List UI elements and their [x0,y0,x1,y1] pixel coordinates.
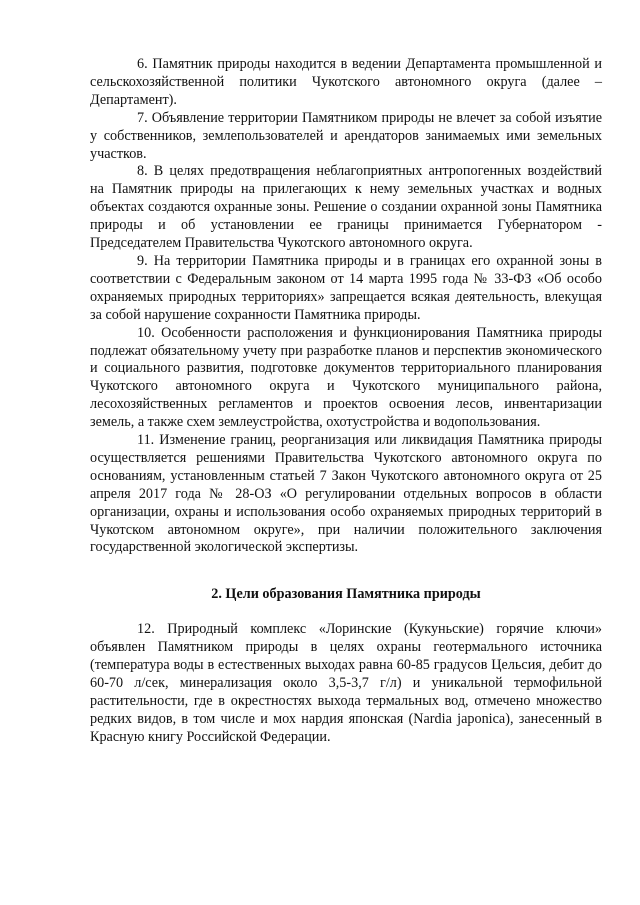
paragraph-number: 7. [137,109,148,126]
paragraph-6 [90,56,602,110]
paragraph-number: 8. [137,163,148,180]
paragraph-8 [90,163,602,253]
paragraph-text: Памятник природы находится в ведении Департамента промышленной и сельскохозяйственной политики Чукотского автономного округа (далее – Департамент). [90,56,602,108]
paragraph-12 [90,621,602,746]
paragraph-7 [90,110,602,164]
section-heading: 2. Цели образования Памятника природы [211,586,481,603]
paragraph-number: 9. [137,252,148,269]
paragraph-9 [90,253,602,325]
document-page [90,56,602,747]
paragraph-text: Природный комплекс «Лоринские (Кукуньские) горячие ключи» объявлен Памятником природы в целях охраны геотермального источника (температура воды в естественных выходах равна 60-85 градусов Цельсия, дебит до 60-70 л/сек, минерализация около 3,5-3,7 г/л) и уникальной термофильной растительности, где в окрестностях выхода термальных вод, отмечено множество редких видов, в том числе и мох нардия японская (Nardia japonica), занесенный в Красную книгу Российской Федерации. [90,621,602,745]
paragraph-text: На территории Памятника природы и в границах его охранной зоны в соответствии с Федеральным законом от 14 марта 1995 года № 33-ФЗ «Об особо охраняемых природных территориях» запрещается всякая деятельность, влекущая за собой нарушение сохранности Памятника природы. [90,252,603,323]
paragraph-text: В целях предотвращения неблагоприятных антропогенных воздействий на Памятник природы на прилегающих к нему земельных участках и водных объектах создаются охранные зоны. Решение о создании охранной зоны Памятника природы и об установлении ее границы принимается Губернатором - Председателем Правительства Чукотского автономного округа. [90,163,602,252]
paragraph-text: Особенности расположения и функционирования Памятника природы подлежат обязательному учету при разработке планов и перспектив экономического и социального развития, подготовке документов территориального планирования Чукотского автономного округа и Чукотского муниципального района, лесохозяйственных регламентов и проектов освоения лесов, инвентаризации земель, а также схем землеустройства, охотустройства и водопользования. [90,324,603,431]
paragraph-number: 6. [137,56,148,72]
paragraph-number: 10. [137,324,155,341]
paragraph-10 [90,325,602,432]
paragraph-number: 11. [137,432,155,449]
paragraph-11 [90,432,602,557]
paragraph-text: Объявление территории Памятником природы не влечет за собой изъятие у собственников, землепользователей и арендаторов занимаемых ими земельных участков. [90,109,602,162]
paragraph-text: Изменение границ, реорганизация или ликвидация Памятника природы осуществляется решениями Правительства Чукотского автономного округа по основаниям, установленным статьей 7 Закон Чукотского автономного округа от 25 апреля 2017 года № 28-ОЗ «О регулировании отдельных вопросов в области организации, охраны и использования особо охраняемых природных территорий в Чукотском автономном округе», при наличии положительного заключения государственной экологической экспертизы. [90,432,602,556]
paragraph-number: 12. [137,621,155,638]
